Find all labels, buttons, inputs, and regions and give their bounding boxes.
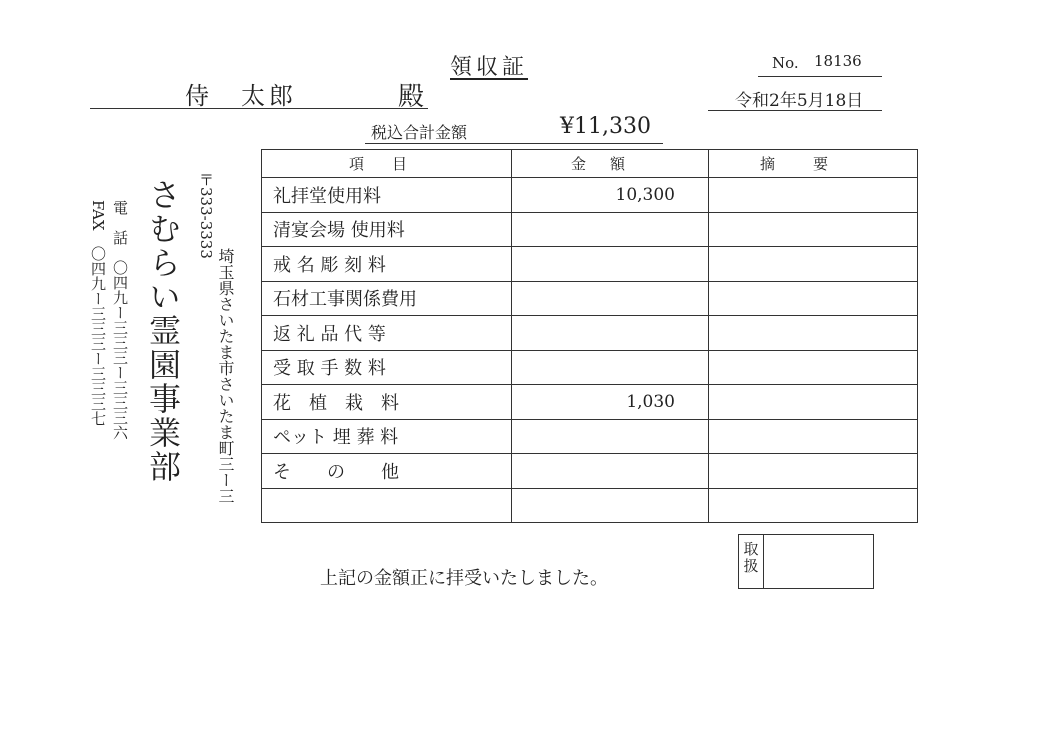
row-amount <box>512 212 709 247</box>
row-item: 受 取 手 数 料 <box>262 350 512 385</box>
row-item: 戒 名 彫 刻 料 <box>262 247 512 282</box>
row-note <box>709 385 918 420</box>
row-amount <box>512 316 709 351</box>
receipt-number-box <box>758 52 882 77</box>
postal-code: 〒333-3333 <box>197 172 215 259</box>
table-row <box>262 281 918 316</box>
row-item: ペット 埋 葬 料 <box>262 419 512 454</box>
row-amount <box>512 454 709 489</box>
issue-date: 令和2年5月18日 <box>735 91 864 111</box>
row-item: 花 植 栽 料 <box>262 385 512 420</box>
total-underline <box>365 143 663 144</box>
receipt-number-label: No. <box>772 54 799 72</box>
row-amount <box>512 247 709 282</box>
table-row <box>262 350 918 385</box>
company-phone: 電 話 〇四九ー三三三ー三三三六 <box>111 200 129 440</box>
table-row <box>262 178 918 213</box>
table-row <box>262 247 918 282</box>
table-row <box>262 212 918 247</box>
row-note <box>709 247 918 282</box>
date-underline <box>708 110 882 111</box>
row-amount: 1,030 <box>512 385 709 420</box>
receipt-title: 領収証 <box>450 55 529 80</box>
total-amount: ¥11,330 <box>560 114 651 139</box>
table-row <box>262 419 918 454</box>
row-note <box>709 316 918 351</box>
recipient-underline <box>90 108 428 109</box>
recipient-honorific: 殿 <box>398 82 425 112</box>
row-note <box>709 454 918 489</box>
row-amount <box>512 281 709 316</box>
total-label: 税込合計金額 <box>371 123 468 142</box>
row-item: そ の 他 <box>262 454 512 489</box>
company-name: さむらい霊園事業部 <box>144 178 182 484</box>
receipt-acknowledgement: 上記の金額正に拝受いたしました。 <box>320 568 608 589</box>
company-fax: FAX 〇四九ー三三三ー三三三七 <box>89 200 107 426</box>
table-header-row <box>262 150 918 178</box>
row-item: 清宴会場 使用料 <box>262 212 512 247</box>
handler-label <box>739 535 764 588</box>
row-item <box>262 488 512 523</box>
header-item: 項目 <box>262 150 512 178</box>
row-note <box>709 212 918 247</box>
table-row <box>262 454 918 489</box>
row-note <box>709 488 918 523</box>
table-row <box>262 316 918 351</box>
row-amount <box>512 419 709 454</box>
row-note <box>709 178 918 213</box>
row-amount <box>512 488 709 523</box>
row-amount <box>512 350 709 385</box>
table-row <box>262 488 918 523</box>
handler-stamp-box <box>738 534 874 589</box>
row-note <box>709 350 918 385</box>
receipt-table <box>261 149 918 523</box>
row-item: 石材工事関係費用 <box>262 281 512 316</box>
row-item: 礼拝堂使用料 <box>262 178 512 213</box>
row-note <box>709 281 918 316</box>
table-row <box>262 385 918 420</box>
receipt-number: 18136 <box>814 52 862 70</box>
header-note: 摘要 <box>709 150 918 178</box>
row-note <box>709 419 918 454</box>
handler-label-text: 取扱 <box>743 540 759 576</box>
company-address: 埼玉県さいたま市さいたま町三ー三 <box>216 248 235 504</box>
recipient-name: 侍 太郎 <box>185 82 297 110</box>
row-amount: 10,300 <box>512 178 709 213</box>
header-amount: 金額 <box>512 150 709 178</box>
row-item: 返 礼 品 代 等 <box>262 316 512 351</box>
